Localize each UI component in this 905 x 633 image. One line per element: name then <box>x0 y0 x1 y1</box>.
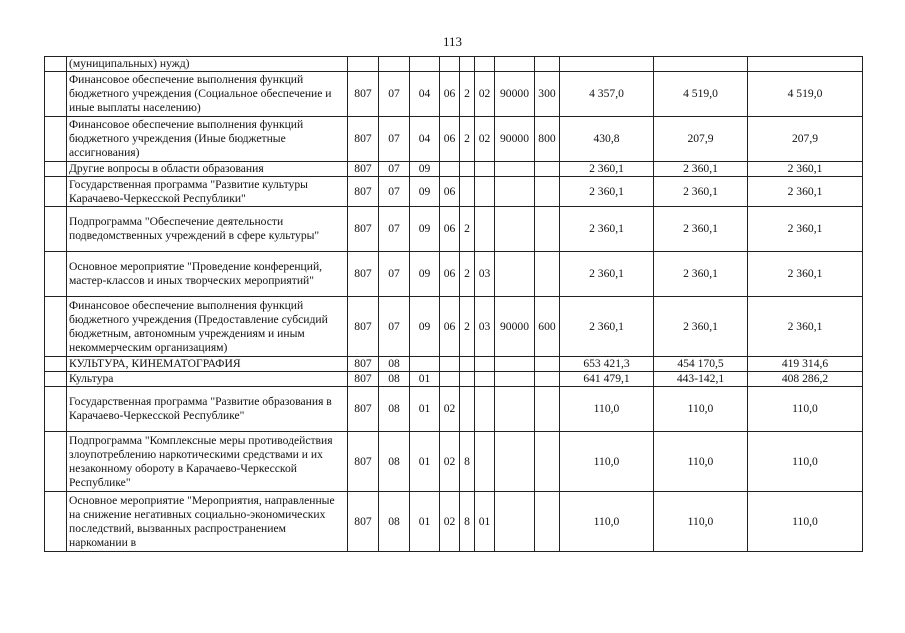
ministry-code: 807 <box>348 252 379 297</box>
section-code: 07 <box>379 162 410 177</box>
amount-year-2: 2 360,1 <box>654 207 748 252</box>
program-code <box>440 162 460 177</box>
row-number-cell <box>45 252 67 297</box>
subprogram-code: 2 <box>460 297 475 357</box>
direction-code <box>495 372 535 387</box>
section-code: 08 <box>379 357 410 372</box>
amount-year-3: 110,0 <box>748 432 863 492</box>
ministry-code: 807 <box>348 492 379 552</box>
table-row <box>45 297 863 357</box>
section-code <box>379 57 410 72</box>
item-name: Финансовое обеспечение выполнения функций бюджетного учреждения (Иные бюджетные ассигнования) <box>67 117 348 162</box>
program-code: 02 <box>440 387 460 432</box>
amount-year-3: 2 360,1 <box>748 297 863 357</box>
ministry-code <box>348 57 379 72</box>
amount-year-1: 2 360,1 <box>560 207 654 252</box>
row-number-cell <box>45 72 67 117</box>
table-row <box>45 372 863 387</box>
row-number-cell <box>45 162 67 177</box>
subprogram-code: 2 <box>460 72 475 117</box>
amount-year-2 <box>654 57 748 72</box>
subprogram-code <box>460 57 475 72</box>
row-number-cell <box>45 117 67 162</box>
row-number-cell <box>45 57 67 72</box>
amount-year-1: 2 360,1 <box>560 162 654 177</box>
section-code: 07 <box>379 207 410 252</box>
subprogram-code <box>460 372 475 387</box>
item-name: Финансовое обеспечение выполнения функций бюджетного учреждения (Социальное обеспечение и иные выплаты населению) <box>67 72 348 117</box>
expense-type-code <box>535 252 560 297</box>
amount-year-1: 641 479,1 <box>560 372 654 387</box>
section-code: 08 <box>379 492 410 552</box>
direction-code <box>495 57 535 72</box>
amount-year-3 <box>748 57 863 72</box>
subprogram-code: 8 <box>460 432 475 492</box>
amount-year-2: 454 170,5 <box>654 357 748 372</box>
subsection-code <box>410 357 440 372</box>
direction-code <box>495 177 535 207</box>
row-number-cell <box>45 492 67 552</box>
direction-code: 90000 <box>495 117 535 162</box>
amount-year-3: 2 360,1 <box>748 207 863 252</box>
amount-year-3: 110,0 <box>748 492 863 552</box>
expense-type-code <box>535 387 560 432</box>
amount-year-3: 207,9 <box>748 117 863 162</box>
item-name: Основное мероприятие "Мероприятия, направленные на снижение негативных социально-экономических последствий, вызванных распространением наркомании в <box>67 492 348 552</box>
expense-type-code: 300 <box>535 72 560 117</box>
row-number-cell <box>45 372 67 387</box>
direction-code <box>495 432 535 492</box>
direction-code: 90000 <box>495 72 535 117</box>
item-name: Финансовое обеспечение выполнения функций бюджетного учреждения (Предоставление субсидий бюджетным, автономным учреждениям и иным некоммерческим организациям) <box>67 297 348 357</box>
amount-year-1 <box>560 57 654 72</box>
ministry-code: 807 <box>348 357 379 372</box>
expense-type-code <box>535 357 560 372</box>
ministry-code: 807 <box>348 432 379 492</box>
amount-year-2: 2 360,1 <box>654 252 748 297</box>
subsection-code: 09 <box>410 297 440 357</box>
activity-code <box>475 357 495 372</box>
ministry-code: 807 <box>348 207 379 252</box>
amount-year-2: 2 360,1 <box>654 177 748 207</box>
subsection-code: 01 <box>410 432 440 492</box>
ministry-code: 807 <box>348 177 379 207</box>
activity-code: 03 <box>475 297 495 357</box>
program-code <box>440 357 460 372</box>
program-code <box>440 57 460 72</box>
direction-code <box>495 492 535 552</box>
amount-year-3: 110,0 <box>748 387 863 432</box>
table-row <box>45 57 863 72</box>
amount-year-1: 4 357,0 <box>560 72 654 117</box>
expense-type-code <box>535 177 560 207</box>
table-row <box>45 252 863 297</box>
subsection-code: 01 <box>410 372 440 387</box>
activity-code <box>475 432 495 492</box>
subsection-code: 09 <box>410 162 440 177</box>
expense-type-code: 600 <box>535 297 560 357</box>
expense-type-code: 800 <box>535 117 560 162</box>
amount-year-1: 2 360,1 <box>560 297 654 357</box>
amount-year-1: 653 421,3 <box>560 357 654 372</box>
table-row <box>45 432 863 492</box>
subprogram-code <box>460 162 475 177</box>
expense-type-code <box>535 57 560 72</box>
section-code: 07 <box>379 252 410 297</box>
row-number-cell <box>45 177 67 207</box>
program-code: 02 <box>440 492 460 552</box>
item-name: КУЛЬТУРА, КИНЕМАТОГРАФИЯ <box>67 357 348 372</box>
section-code: 08 <box>379 432 410 492</box>
direction-code <box>495 387 535 432</box>
activity-code <box>475 57 495 72</box>
subsection-code: 04 <box>410 72 440 117</box>
amount-year-3: 4 519,0 <box>748 72 863 117</box>
ministry-code: 807 <box>348 387 379 432</box>
direction-code <box>495 357 535 372</box>
item-name: Подпрограмма "Комплексные меры противодействия злоупотреблению наркотическими средствами и их незаконному обороту в Карачаево-Черкесской Республике" <box>67 432 348 492</box>
activity-code <box>475 162 495 177</box>
subsection-code: 09 <box>410 207 440 252</box>
subprogram-code: 2 <box>460 117 475 162</box>
amount-year-2: 207,9 <box>654 117 748 162</box>
ministry-code: 807 <box>348 297 379 357</box>
direction-code <box>495 252 535 297</box>
amount-year-1: 110,0 <box>560 432 654 492</box>
activity-code: 02 <box>475 117 495 162</box>
amount-year-1: 2 360,1 <box>560 177 654 207</box>
amount-year-1: 430,8 <box>560 117 654 162</box>
section-code: 07 <box>379 177 410 207</box>
amount-year-2: 443-142,1 <box>654 372 748 387</box>
amount-year-2: 110,0 <box>654 432 748 492</box>
amount-year-2: 2 360,1 <box>654 162 748 177</box>
row-number-cell <box>45 432 67 492</box>
section-code: 07 <box>379 117 410 162</box>
activity-code <box>475 177 495 207</box>
amount-year-2: 110,0 <box>654 387 748 432</box>
direction-code: 90000 <box>495 297 535 357</box>
program-code: 06 <box>440 252 460 297</box>
amount-year-1: 110,0 <box>560 387 654 432</box>
table-row <box>45 117 863 162</box>
subprogram-code: 8 <box>460 492 475 552</box>
subsection-code: 09 <box>410 252 440 297</box>
item-name: Основное мероприятие "Проведение конференций, мастер-классов и иных творческих мероприятий" <box>67 252 348 297</box>
amount-year-3: 2 360,1 <box>748 177 863 207</box>
subsection-code: 01 <box>410 387 440 432</box>
table-row <box>45 207 863 252</box>
activity-code <box>475 372 495 387</box>
subprogram-code <box>460 357 475 372</box>
activity-code: 01 <box>475 492 495 552</box>
amount-year-2: 110,0 <box>654 492 748 552</box>
item-name: Государственная программа "Развитие культуры Карачаево-Черкесской Республики" <box>67 177 348 207</box>
subprogram-code <box>460 387 475 432</box>
section-code: 08 <box>379 372 410 387</box>
item-name: Подпрограмма "Обеспечение деятельности подведомственных учреждений в сфере культуры" <box>67 207 348 252</box>
page-number: 113 <box>442 34 463 49</box>
expense-type-code <box>535 207 560 252</box>
subprogram-code: 2 <box>460 207 475 252</box>
subprogram-code <box>460 177 475 207</box>
amount-year-3: 2 360,1 <box>748 162 863 177</box>
subsection-code: 04 <box>410 117 440 162</box>
table-row <box>45 492 863 552</box>
subsection-code: 09 <box>410 177 440 207</box>
expense-type-code <box>535 432 560 492</box>
program-code: 06 <box>440 72 460 117</box>
table-row <box>45 387 863 432</box>
program-code <box>440 372 460 387</box>
activity-code: 03 <box>475 252 495 297</box>
expense-type-code <box>535 372 560 387</box>
item-name: Другие вопросы в области образования <box>67 162 348 177</box>
amount-year-2: 2 360,1 <box>654 297 748 357</box>
table-row <box>45 177 863 207</box>
direction-code <box>495 162 535 177</box>
item-name: Государственная программа "Развитие образования в Карачаево-Черкесской Республике" <box>67 387 348 432</box>
section-code: 07 <box>379 297 410 357</box>
table-row <box>45 72 863 117</box>
program-code: 06 <box>440 207 460 252</box>
activity-code <box>475 207 495 252</box>
subsection-code <box>410 57 440 72</box>
expense-type-code <box>535 492 560 552</box>
table-row <box>45 162 863 177</box>
subprogram-code: 2 <box>460 252 475 297</box>
amount-year-1: 110,0 <box>560 492 654 552</box>
ministry-code: 807 <box>348 117 379 162</box>
item-name: Культура <box>67 372 348 387</box>
ministry-code: 807 <box>348 162 379 177</box>
item-name: (муниципальных) нужд) <box>67 57 348 72</box>
amount-year-3: 408 286,2 <box>748 372 863 387</box>
amount-year-3: 2 360,1 <box>748 252 863 297</box>
amount-year-2: 4 519,0 <box>654 72 748 117</box>
program-code: 06 <box>440 177 460 207</box>
expense-type-code <box>535 162 560 177</box>
section-code: 07 <box>379 72 410 117</box>
row-number-cell <box>45 207 67 252</box>
budget-table <box>44 56 863 552</box>
ministry-code: 807 <box>348 372 379 387</box>
ministry-code: 807 <box>348 72 379 117</box>
amount-year-1: 2 360,1 <box>560 252 654 297</box>
activity-code: 02 <box>475 72 495 117</box>
activity-code <box>475 387 495 432</box>
row-number-cell <box>45 357 67 372</box>
program-code: 06 <box>440 117 460 162</box>
table-row <box>45 357 863 372</box>
program-code: 02 <box>440 432 460 492</box>
direction-code <box>495 207 535 252</box>
row-number-cell <box>45 387 67 432</box>
program-code: 06 <box>440 297 460 357</box>
amount-year-3: 419 314,6 <box>748 357 863 372</box>
row-number-cell <box>45 297 67 357</box>
section-code: 08 <box>379 387 410 432</box>
subsection-code: 01 <box>410 492 440 552</box>
